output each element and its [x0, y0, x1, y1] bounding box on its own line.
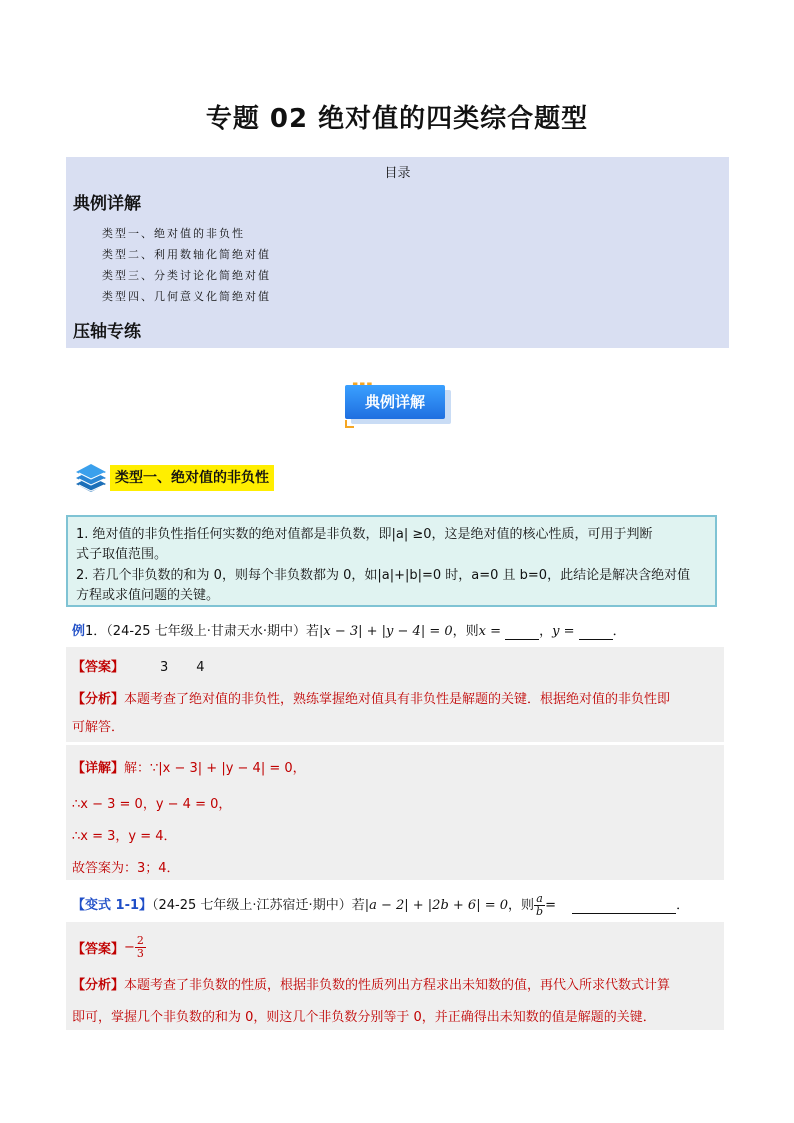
- equals-sign: =: [545, 898, 556, 913]
- toc-item-type4[interactable]: 类型四、几何意义化简绝对值: [102, 290, 271, 303]
- answer-blank-x[interactable]: [505, 624, 539, 640]
- question-equation: |a − 2| + |2b + 6| = 0: [364, 898, 509, 913]
- answer-blank[interactable]: [572, 898, 676, 914]
- answer-line: [72, 935, 146, 960]
- type1-heading: 类型一、绝对值的非负性: [110, 465, 274, 491]
- note-line: 2. 若几个非负数的和为 0，则每个非负数都为 0，如|a|+|b|=0 时，a=0 且 b=0，此结论是解决含绝对值: [76, 568, 691, 583]
- page-title: 专题 02 绝对值的四类综合题型: [205, 104, 589, 134]
- books-stack-icon: [74, 462, 108, 494]
- detail-step: ∴x = 3，y = 4．: [72, 829, 177, 844]
- analysis-text: 本题考查了绝对值的非负性，熟练掌握绝对值具有非负性是解题的关键．根据绝对值的非负性即: [124, 692, 671, 707]
- answer-blank-y[interactable]: [579, 624, 613, 640]
- key-points-box: [66, 515, 717, 607]
- question-ask: ，则: [452, 624, 479, 639]
- analysis-tag: 【分析】: [72, 978, 125, 993]
- banner-corner-decoration: [345, 420, 354, 428]
- question-source: （24-25 七年级上·甘肃天水·期中）若: [106, 624, 319, 639]
- question-equation: |x − 3| + |y − 4| = 0: [318, 624, 453, 639]
- toc-item-type1[interactable]: 类型一、绝对值的非负性: [102, 227, 245, 240]
- analysis-tag: 【分析】: [72, 692, 125, 707]
- analysis-line-cont: 即可，掌握几个非负数的和为 0，则这几个非负数分别等于 0，并正确得出未知数的值是解题的关键．: [72, 1010, 656, 1025]
- example-label: 例: [72, 624, 86, 639]
- answer-fraction: $\frac{2}{3}$: [136, 934, 144, 960]
- variant-tag: 【变式 1-1】: [72, 898, 153, 913]
- analysis-line: [72, 688, 670, 707]
- answer-value-x: 3: [160, 660, 169, 675]
- detail-conclusion: 故答案为：3；4．: [72, 861, 180, 876]
- separator: ，: [539, 624, 553, 639]
- question-end: ．: [612, 624, 626, 639]
- variant1-question: [72, 893, 689, 918]
- example-number: 1．: [85, 624, 107, 639]
- section-banner: 典例详解: [345, 385, 445, 419]
- y-variable: y =: [552, 624, 575, 639]
- detail-line: [72, 757, 306, 776]
- answer-tag: 【答案】: [72, 660, 125, 675]
- note-line: 方程或求值问题的关键。: [76, 588, 220, 603]
- analysis-line-cont: 可解答．: [72, 720, 125, 735]
- question-end: ．: [676, 898, 690, 913]
- toc-section-examples[interactable]: 典例详解: [73, 194, 141, 214]
- detail-step: 解：∵|x − 3| + |y − 4| = 0，: [124, 761, 306, 776]
- note-line: 1. 绝对值的非负性指任何实数的绝对值都是非负数，即|a| ≥0，这是绝对值的核心性质，可用于判断: [76, 527, 653, 542]
- example1-question: [72, 620, 626, 640]
- question-source: （24-25 七年级上·江苏宿迁·期中）若: [152, 898, 365, 913]
- answer-sign: −: [124, 940, 135, 955]
- toc-heading: 目录: [384, 166, 411, 181]
- x-variable: x =: [478, 624, 501, 639]
- analysis-line: [72, 974, 670, 993]
- answer-line: [72, 656, 205, 675]
- table-of-contents: [66, 157, 729, 348]
- detail-tag: 【详解】: [72, 761, 125, 776]
- fraction-a-over-b: $\frac{a}{b}$: [536, 892, 544, 918]
- detail-step: ∴x − 3 = 0，y − 4 = 0，: [72, 797, 232, 812]
- answer-value-y: 4: [196, 660, 205, 675]
- question-ask: ，则: [508, 898, 535, 913]
- note-line: 式子取值范围。: [76, 547, 168, 562]
- toc-item-type3[interactable]: 类型三、分类讨论化简绝对值: [102, 269, 271, 282]
- answer-tag: 【答案】: [72, 942, 125, 957]
- analysis-text: 本题考查了非负数的性质，根据非负数的性质列出方程求出未知数的值，再代入所求代数式计算: [124, 978, 671, 993]
- toc-item-type2[interactable]: 类型二、利用数轴化简绝对值: [102, 248, 271, 261]
- toc-section-exercises[interactable]: 压轴专练: [73, 322, 141, 342]
